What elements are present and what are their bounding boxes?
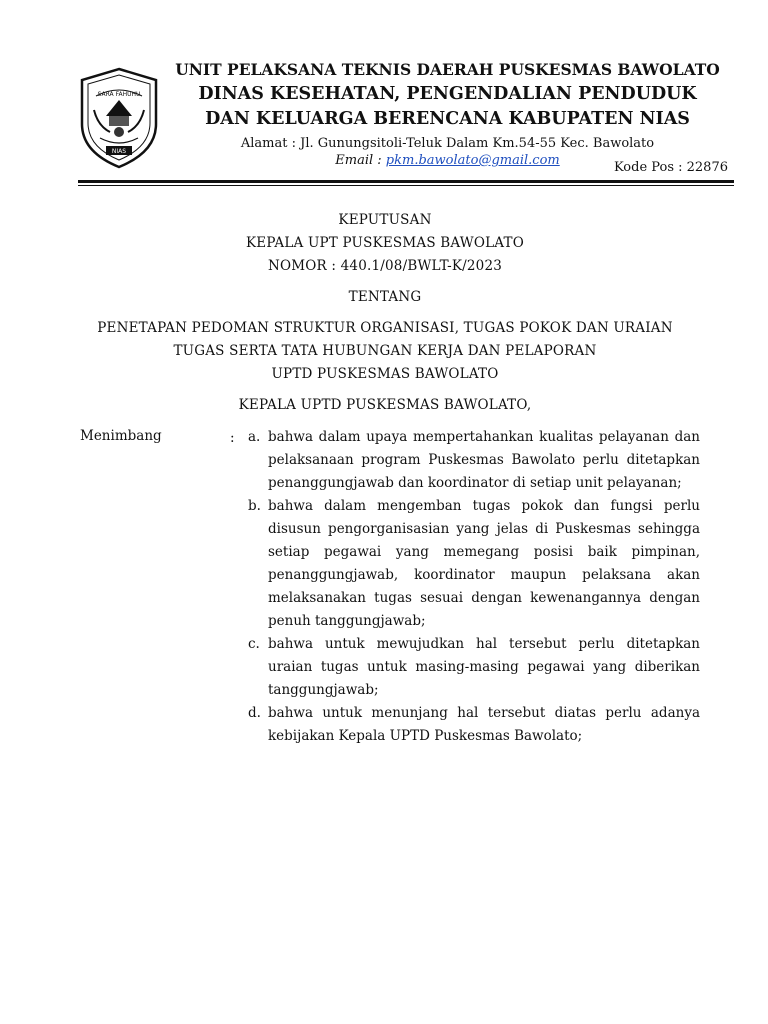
postal-code: Kode Pos : 22876 xyxy=(613,160,728,175)
decree-type: KEPUTUSAN xyxy=(338,212,432,228)
decree-number: NOMOR : 440.1/08/BWLT-K/2023 xyxy=(267,258,503,274)
letterhead-line-2: DINAS KESEHATAN, PENGENDALIAN PENDUDUK xyxy=(198,84,697,104)
letterhead xyxy=(165,58,730,169)
regency-coat-of-arms-icon xyxy=(76,66,162,170)
list-item xyxy=(248,495,700,633)
decree-head: KEPALA UPTD PUSKESMAS BAWOLATO, xyxy=(238,397,532,413)
list-item-letter: b. xyxy=(248,498,261,514)
list-item-text: bahwa dalam mengemban tugas pokok dan fungsi perlu disusun pengorganisasian yang jelas di Puskesmas sehingga setiap pegawai yang memegang posisi baik pimpinan, penanggungjawab, koordinator maupun pelaksana akan melaksanakan tugas sesuai dengan kewenangannya dengan penuh tanggungjawab; xyxy=(268,498,700,629)
letterhead-divider-thin xyxy=(78,185,734,186)
letterhead-line-1: UNIT PELAKSANA TEKNIS DAERAH PUSKESMAS BAWOLATO xyxy=(175,60,720,79)
considering-list xyxy=(248,426,700,748)
list-item xyxy=(248,426,700,495)
decree-issuer: KEPALA UPT PUSKESMAS BAWOLATO xyxy=(246,235,524,251)
list-item-text: bahwa untuk menunjang hal tersebut diatas perlu adanya kebijakan Kepala UPTD Puskesmas Bawolato; xyxy=(268,705,700,744)
email-label: Email : xyxy=(335,153,382,168)
considering-label: Menimbang xyxy=(80,428,162,444)
list-item-text: bahwa untuk mewujudkan hal tersebut perlu ditetapkan uraian tugas untuk masing-masing pegawai yang diberikan tanggungjawab; xyxy=(268,636,700,698)
letterhead-address: Alamat : Jl. Gunungsitoli-Teluk Dalam Km.54-55 Kec. Bawolato xyxy=(240,136,655,151)
list-item xyxy=(248,702,700,748)
list-item-letter: a. xyxy=(248,429,261,445)
logo-label: NIAS xyxy=(111,148,127,155)
letterhead-divider-thick xyxy=(78,180,734,183)
letterhead-line-3: DAN KELUARGA BERENCANA KABUPATEN NIAS xyxy=(205,109,690,129)
decree-subject-line-1: PENETAPAN PEDOMAN STRUKTUR ORGANISASI, TUGAS POKOK DAN URAIAN xyxy=(97,320,673,336)
list-item xyxy=(248,633,700,702)
decree-subject-line-3: UPTD PUSKESMAS BAWOLATO xyxy=(271,366,499,382)
email-link[interactable]: pkm.bawolato@gmail.com xyxy=(385,153,560,168)
logo-motto: SARA FAHUHU xyxy=(97,91,141,98)
decree-subject-line-2: TUGAS SERTA TATA HUBUNGAN KERJA DAN PELAPORAN xyxy=(173,343,597,359)
list-item-letter: c. xyxy=(248,636,260,652)
list-item-text: bahwa dalam upaya mempertahankan kualitas pelayanan dan pelaksanaan program Puskesmas Bawolato perlu ditetapkan penanggungjawab dan koordinator di setiap unit pelayanan; xyxy=(268,429,700,491)
considering-colon: : xyxy=(230,430,235,446)
list-item-letter: d. xyxy=(248,705,261,721)
decree-about: TENTANG xyxy=(348,289,422,305)
